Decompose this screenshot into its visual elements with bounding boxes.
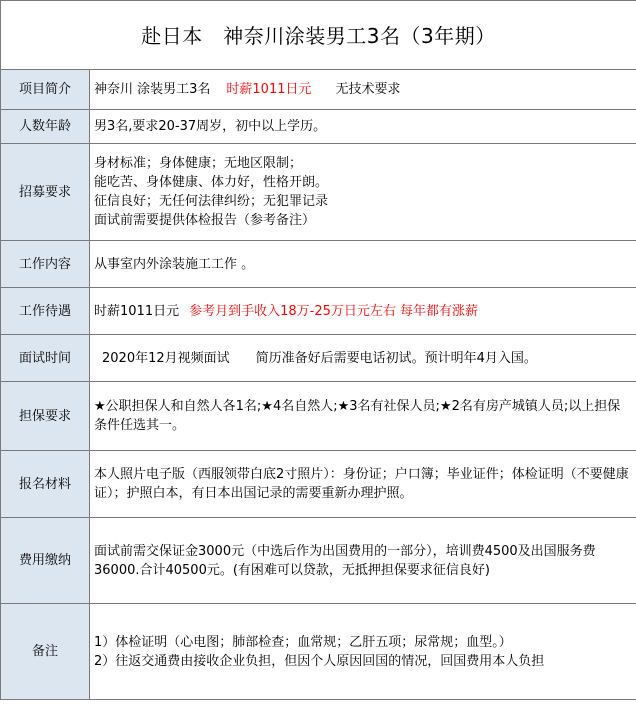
project-summary: 神奈川 涂装男工3名	[94, 82, 211, 97]
value-materials: 本人照片电子版（西服领带白底2寸照片）：身份证；户口簿；毕业证件；体检证明（不要健康证）；护照白本，有日本出国记录的需要重新办理护照。	[90, 451, 636, 518]
row-headcount	[1, 110, 636, 144]
value-interview	[90, 335, 636, 382]
row-guarantee	[1, 382, 636, 451]
label-content: 工作内容	[1, 241, 90, 288]
value-headcount: 男3名,要求20-37周岁，初中以上学历。	[90, 110, 636, 144]
label-requirements: 招募要求	[1, 144, 90, 241]
value-requirements	[90, 144, 636, 241]
row-fees	[1, 518, 636, 604]
row-project	[1, 70, 636, 110]
interview-date: 2020年12月视频面试	[102, 350, 230, 366]
row-notes	[1, 604, 636, 700]
treatment-monthly-income: 参考月到手收入18万-25万日元左右 每年都有涨薪	[189, 303, 479, 319]
value-notes	[90, 604, 636, 700]
label-interview: 面试时间	[1, 335, 90, 382]
requirement-line: 征信良好；无任何法律纠纷；无犯罪记录	[94, 194, 329, 209]
requirement-line: 身材标准；身体健康；无地区限制；	[94, 156, 303, 171]
sheet-title: 赴日本 神奈川涂装男工3名（3年期）	[1, 1, 636, 70]
label-project: 项目简介	[1, 70, 90, 110]
label-materials: 报名材料	[1, 451, 90, 518]
value-fees: 面试前需交保证金3000元（中选后作为出国费用的一部分），培训费4500及出国服务费36000.合计40500元。(有困难可以贷款，无抵押担保要求征信良好)	[90, 518, 636, 604]
note-line: 1）体检证明（心电图；肺部检查；血常规；乙肝五项；尿常规；血型。）	[94, 634, 512, 650]
value-treatment	[90, 288, 636, 335]
interview-process: 简历准备好后需要电话初试。预计明年4月入国。	[255, 350, 537, 366]
label-notes: 备注	[1, 604, 90, 700]
treatment-wage: 时薪1011日元	[94, 303, 180, 319]
row-interview	[1, 335, 636, 382]
row-materials	[1, 451, 636, 518]
label-guarantee: 担保要求	[1, 382, 90, 451]
label-fees: 费用缴纳	[1, 518, 90, 604]
value-project	[90, 70, 636, 110]
label-treatment: 工作待遇	[1, 288, 90, 335]
project-wage: 时薪1011日元	[226, 82, 312, 97]
requirement-line: 面试前需要提供体检报告（参考备注）	[94, 213, 316, 228]
requirement-line: 能吃苦、身体健康、体力好，性格开朗。	[94, 175, 329, 190]
label-headcount: 人数年龄	[1, 110, 90, 144]
value-guarantee: ★公职担保人和自然人各1名;★4名自然人;★3名有社保人员;★2名有房产城镇人员;以上担保条件任选其一。	[90, 382, 636, 451]
note-line: 2）往返交通费由接收企业负担，但因个人原因回国的情况，回国费用本人负担	[94, 653, 545, 669]
row-treatment	[1, 288, 636, 335]
title-row	[1, 1, 636, 70]
row-content	[1, 241, 636, 288]
value-content: 从事室内外涂装施工工作 。	[90, 241, 636, 288]
row-requirements	[1, 144, 636, 241]
project-skill: 无技术要求	[335, 82, 401, 97]
